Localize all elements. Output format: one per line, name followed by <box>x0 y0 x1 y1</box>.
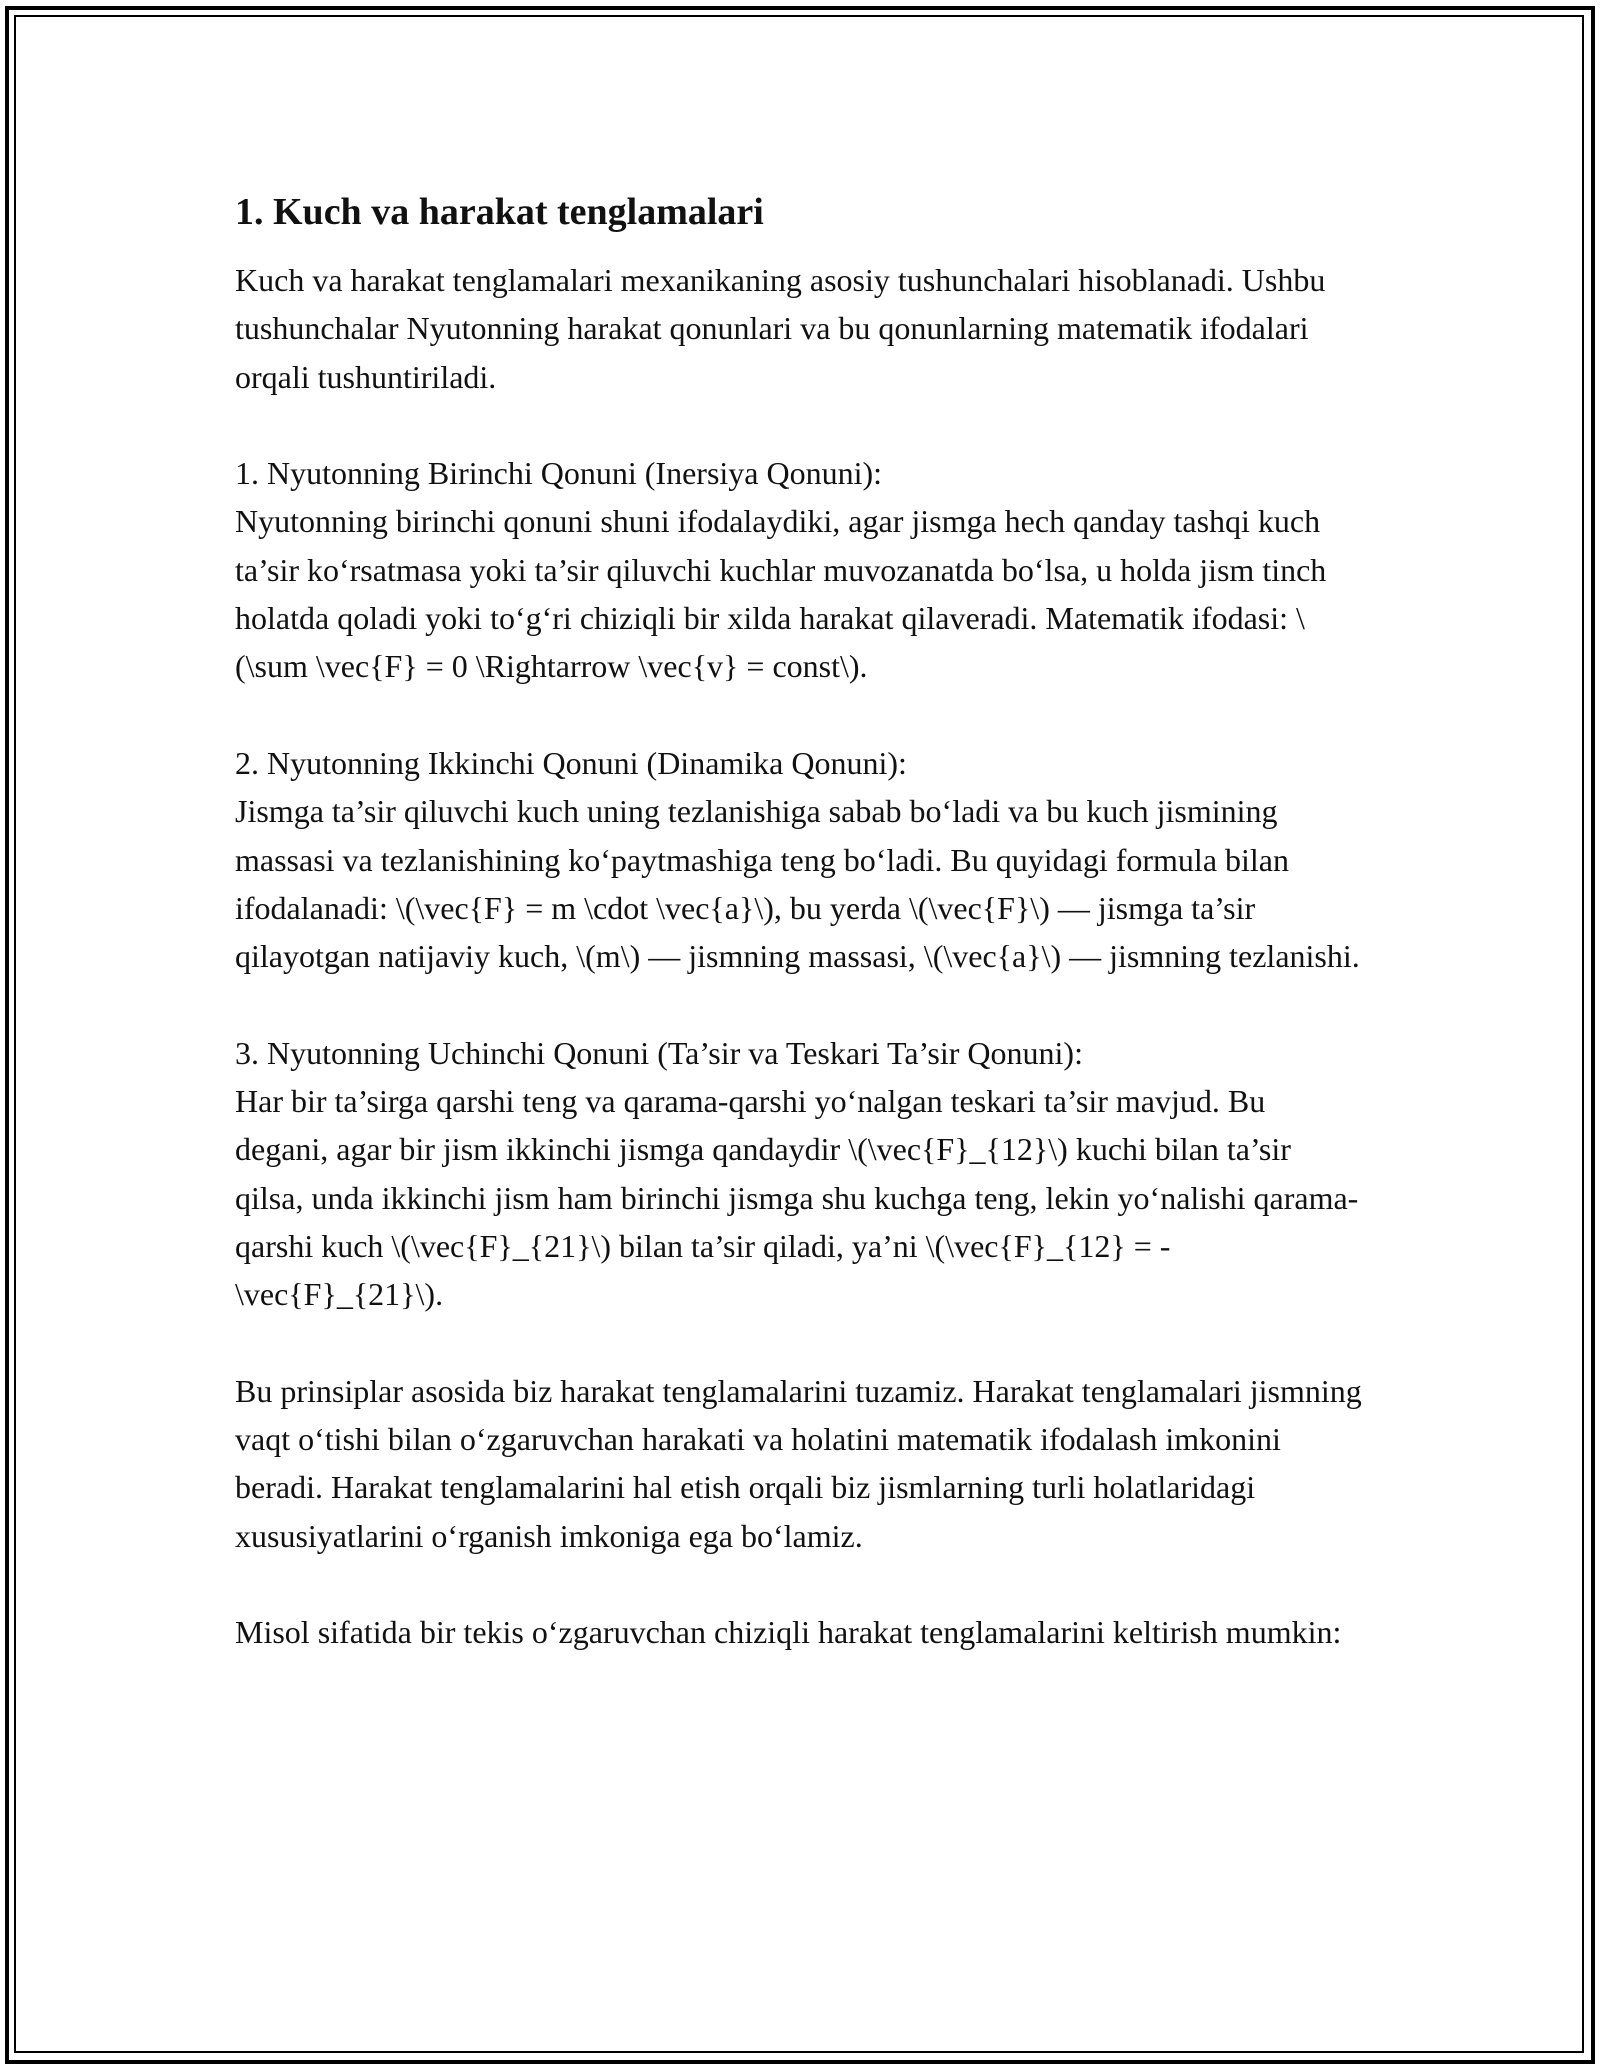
law-1-paragraph <box>235 449 1365 690</box>
law-3-heading: 3. Nyutonning Uchinchi Qonuni (Ta’sir va Teskari Ta’sir Qonuni): <box>235 1034 1083 1071</box>
example-intro-paragraph: Misol sifatida bir tekis o‘zgaruvchan chiziqli harakat tenglamalarini keltirish mumkin: <box>235 1614 1342 1651</box>
section-title: 1. Kuch va harakat tenglamalari <box>235 191 764 233</box>
law-2-paragraph <box>235 739 1365 980</box>
principles-paragraph: Bu prinsiplar asosida biz harakat tenglamalarini tuzamiz. Harakat tenglamalari jismning vaqt o‘tishi bilan o‘zgaruvchan harakati va holatini matematik ifodalash imkonini beradi. Harakat tenglamalarini hal etish orqali biz jismlarning turli holatlaridagi xususiyatlarini o‘rganish imkoniga ega bo‘lamiz. <box>235 1372 1362 1554</box>
law-1-body: Nyutonning birinchi qonuni shuni ifodalaydiki, agar jismga hech qanday tashqi kuch ta’sir ko‘rsatmasa yoki ta’sir qiluvchi kuchlar muvozanatda bo‘lsa, u holda jism tinch holatda qoladi yoki to‘g‘ri chiziqli bir xilda harakat qilaveradi. Matematik ifodasi: \(\sum \vec{F} = 0 \Rightarrow \vec{v} = const\). <box>235 503 1327 685</box>
law-1-heading: 1. Nyutonning Birinchi Qonuni (Inersiya Qonuni): <box>235 455 883 492</box>
law-2-body: Jismga ta’sir qiluvchi kuch uning tezlanishiga sabab bo‘ladi va bu kuch jismining massasi va tezlanishining ko‘paytmashiga teng bo‘ladi. Bu quyidagi formula bilan ifodalanadi: \(\vec{F} = m \cdot \vec{a}\), bu yerda \(\vec{F}\) — jismga ta’sir qilayotgan natijaviy kuch, \(m\) — jismning massasi, \(\vec{a}\) — jismning tezlanishi. <box>235 793 1360 975</box>
document-body <box>235 186 1365 1705</box>
intro-paragraph: Kuch va harakat tenglamalari mexanikaning asosiy tushunchalari hisoblanadi. Ushbu tushunchalar Nyutonning harakat qonunlari va bu qonunlarning matematik ifodalari orqali tushuntiriladi. <box>235 262 1326 395</box>
law-3-paragraph <box>235 1029 1365 1319</box>
law-2-heading: 2. Nyutonning Ikkinchi Qonuni (Dinamika Qonuni): <box>235 744 907 781</box>
law-3-body: Har bir ta’sirga qarshi teng va qarama-qarshi yo‘nalgan teskari ta’sir mavjud. Bu degani, agar bir jism ikkinchi jismga qandaydir \(\vec{F}_{12}\) kuchi bilan ta’sir qilsa, unda ikkinchi jism ham birinchi jismga shu kuchga teng, lekin yo‘nalishi qarama-qarshi kuch \(\vec{F}_{21}\) bilan ta’sir qiladi, ya’ni \(\vec{F}_{12} = -\vec{F}_{21}\). <box>235 1083 1359 1313</box>
